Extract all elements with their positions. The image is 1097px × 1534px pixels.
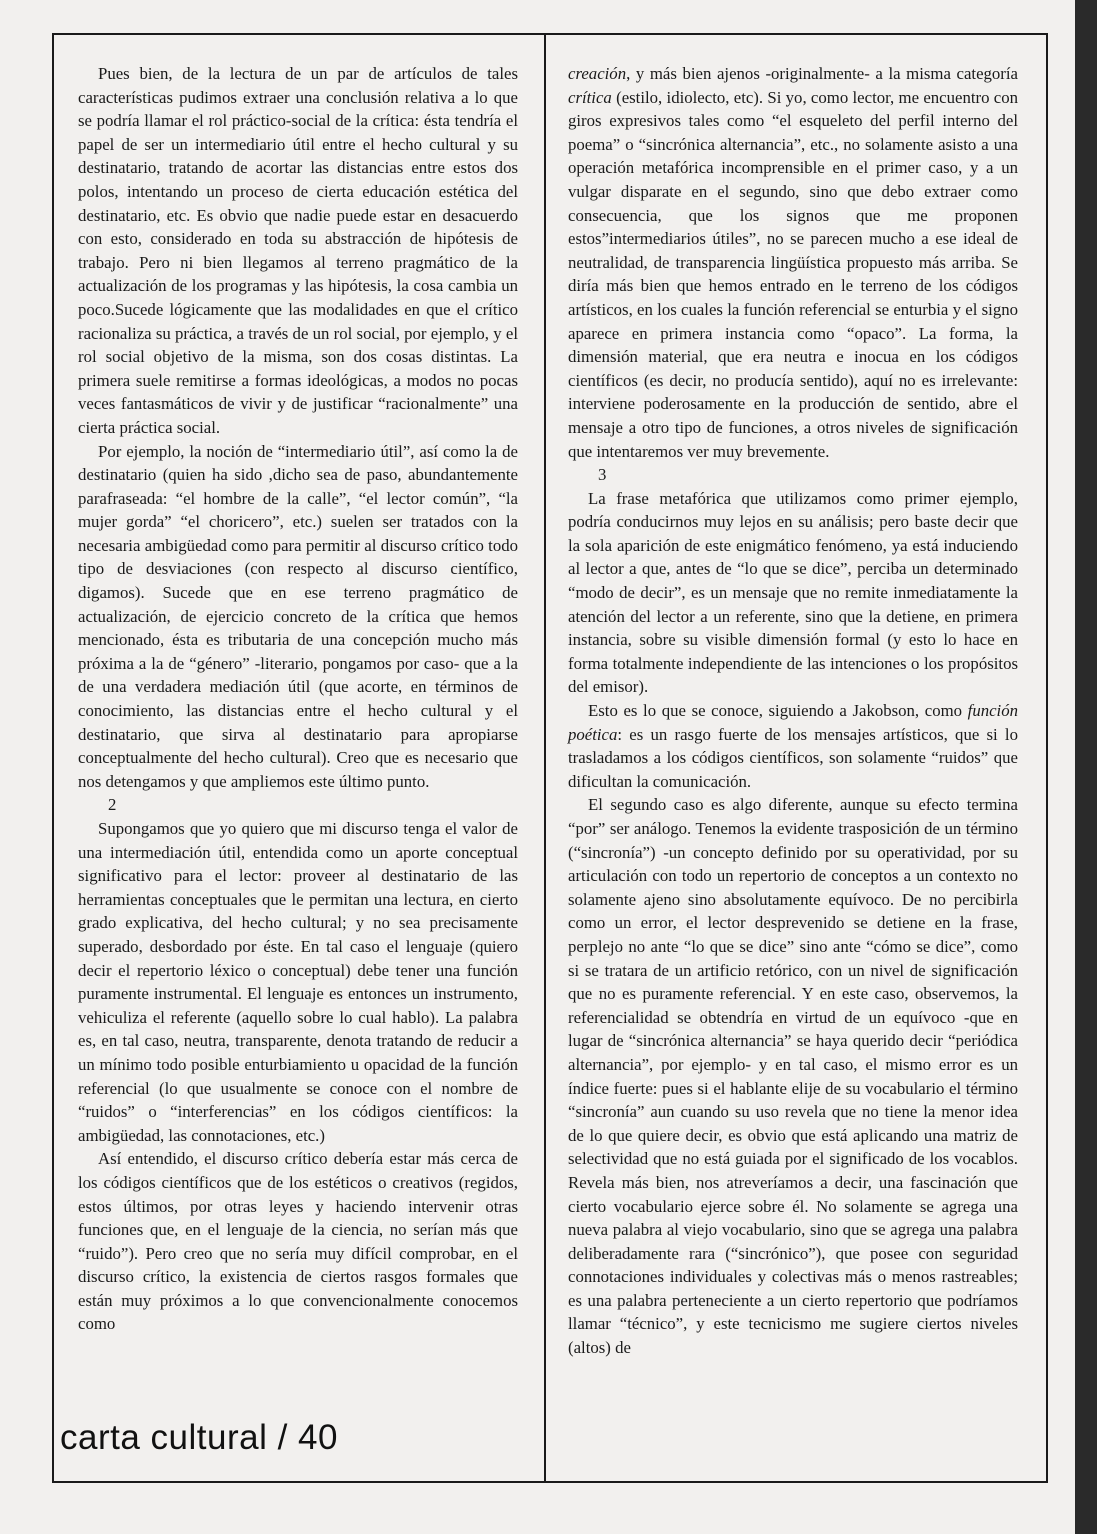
right-column: [568, 62, 1018, 1360]
right-paragraph-4: El segundo caso es algo diferente, aunque su efecto termina “por” ser análogo. Tenemos la evidente trasposición de un término (“sincronía”) -un concepto definido por su operatividad, por su articulación con todo un repertorio de conceptos a un contexto no solamente ajeno sino absolutamente equívoco. De no percibirla como un error, el lector desprevenido se detiene en la frase, perplejo no ante “lo que se dice” sino ante “cómo se dice”, como si se tratara de un artificio retórico, con un nivel de significación que no es puramente referencial. Y en este caso, observemos, la referencialidad se obtendría en virtud de un equívoco -que en lugar de “sincrónica alternancia” se haya querido decir “periódica alternancia”, por ejemplo- y en tal caso, el mismo error es un índice fuerte: pues si el hablante elije de su vocabulario el término “sincronía” aun cuando su uso revela que no tiene la menor idea de lo que quiere decir, es obvio que está aplicando una matriz de selectividad que no está guiada por el significado de los vocablos. Revela más bien, nos atreveríamos a decir, una fascinación que cierto vocabulario ejerce sobre él. No solamente se agrega una nueva palabra al viejo vocabulario, sino que se agrega una palabra deliberadamente rara (“sincrónico”), que posee con seguridad connotaciones individuales y colectivas más o menos rastreables; es una palabra perteneciente a un cierto repertorio que podríamos llamar “técnico”, y este tecnicismo me sugiere ciertos niveles (altos) de: [568, 795, 1018, 1358]
left-paragraph-4: Así entendido, el discurso crítico debería estar más cerca de los códigos científicos que de los estéticos o creativos (regidos, estos últimos, por otras leyes y haciendo intervenir otras funciones que, en el lenguaje de la ciencia, no serían más que “ruido”). Pero creo que no sería muy difícil comprobar, en el discurso crítico, la existencia de ciertos rasgos formales que están muy próximos a lo que convencionalmente conocemos como: [78, 1149, 518, 1334]
left-paragraph-1: Pues bien, de la lectura de un par de artículos de tales características pudimos extraer una conclusión relativa a lo que se podría llamar el rol práctico-social de la crítica: ésta tendría el papel de ser un intermediario útil entre el hecho cultural y su destinatario, tratando de acortar las distancias entre estos dos polos, intentando un proceso de cierta educación estética del destinatario, etc. Es obvio que nadie puede estar en desacuerdo con esto, considerado en toda su abstracción de hipótesis de trabajo. Pero ni bien llegamos al terreno pragmático de la actualización de los programas y las hipótesis, la cosa cambia un poco.Sucede lógicamente que las modalidades en que el crítico racionaliza su práctica, a través de un rol social, por ejemplo, y el rol social objetivo de la misma, son dos cosas distintas. La primera suele remitirse a formas ideológicas, a modos no pocas veces fantasmáticos de vivir y de justificar “racionalmente” una cierta práctica social.: [78, 64, 518, 437]
page-footer: carta cultural / 40: [60, 1418, 338, 1457]
column-divider: [544, 33, 546, 1483]
term-funcion-poetica: función poética: [568, 701, 1018, 744]
right-paragraph-1: creación, y más bien ajenos -originalmente- a la misma categoría crítica (estilo, idiolecto, etc). Si yo, como lector, me encuentro con giros expresivos tales como “el esqueleto del perfil interno del poema” o “sincrónica alternancia”, etc., no solamente asisto a una operación metafórica incomprensible en el primer caso, y a un vulgar disparate en el segundo, sino que debo extraer como consecuencia, que los signos que me proponen estos”intermediarios útiles”, no se parecen mucho a ese ideal de neutralidad, de transparencia lingüística propuesto más arriba. Se diría más bien que hemos entrado en le terreno de los códigos artísticos, en los cuales la función referencial se enturbia y el signo aparece en primera instancia como “opaco”. La forma, la dimensión material, que era neutra e inocua en los códigos científicos (es decir, no producía sentido), aquí no es irrelevante: interviene poderosamente en la producción de sentido, abre el mensaje a otro tipo de funciones, a otros niveles de significación que intentaremos ver muy brevemente.: [568, 64, 1018, 461]
section-number-3: 3: [598, 465, 607, 485]
term-creacion: creación: [568, 64, 627, 83]
term-critica: crítica: [568, 87, 612, 107]
right-paragraph-3: Esto es lo que se conoce, siguiendo a Jakobson, como función poética: es un rasgo fuerte de los mensajes artísticos, que si lo trasladamos a los códigos científicos, son solamente “ruidos” que dificultan la comunicación.: [568, 701, 1018, 791]
left-column: [78, 62, 518, 1336]
section-number-2: 2: [108, 795, 117, 815]
page-edge: [1075, 0, 1097, 1534]
left-paragraph-2: Por ejemplo, la noción de “intermediario útil”, así como la de destinatario (quien ha sido ,dicho sea de paso, abundantemente parafraseada: “el hombre de la calle”, “el lector común”, “la mujer gorda” “el choricero”, etc.) suelen ser tratados con la necesaria ambigüedad como para permitir al discurso crítico todo tipo de desviaciones (con respecto al discurso científico, digamos). Sucede que en ese terreno pragmático de actualización, de ejercicio concreto de la crítica que hemos mencionado, ésta es tributaria de una concepción mucho más próxima a la de “género” -literario, pongamos por caso- que a la de una verdadera mediación útil (que acorte, en términos de conocimiento, las distancias entre el hecho cultural y el destinatario, que sirva al destinatario para apropiarse conceptualmente del hecho cultural). Creo que es necesario que nos detengamos y que ampliemos este último punto.: [78, 441, 518, 791]
right-paragraph-2: La frase metafórica que utilizamos como primer ejemplo, podría conducirnos muy lejos en su análisis; pero baste decir que la sola aparición de este enigmático fenómeno, ya está induciendo al lector a que, antes de “lo que se dice”, perciba un determinado “modo de decir”, es un mensaje que no remite inmediatamente la atención del lector a un referente, sino que la detiene, en primera instancia, sobre su visible dimensión formal (y esto lo hace en forma totalmente independiente de las intenciones o los propósitos del emisor).: [568, 488, 1018, 697]
left-paragraph-3: Supongamos que yo quiero que mi discurso tenga el valor de una intermediación útil, entendida como un aporte conceptual significativo para el lector: proveer al destinatario de las herramientas conceptuales que le permitan una lectura, en cierto grado explicativa, del hecho cultural; y no sea precisamente superado, desbordado por éste. En tal caso el lenguaje (quiero decir el repertorio léxico o conceptual) debe tener una función puramente instrumental. El lenguaje es entonces un instrumento, vehiculiza el referente (aquello sobre lo cual hablo). La palabra es, en tal caso, neutra, transparente, denota tratando de reducir a un mínimo todo posible enturbiamiento u opacidad de la función referencial (lo que usualmente se conoce con el nombre de “ruidos” o “interferencias” en los códigos científicos: la ambigüedad, las connotaciones, etc.): [78, 819, 518, 1145]
